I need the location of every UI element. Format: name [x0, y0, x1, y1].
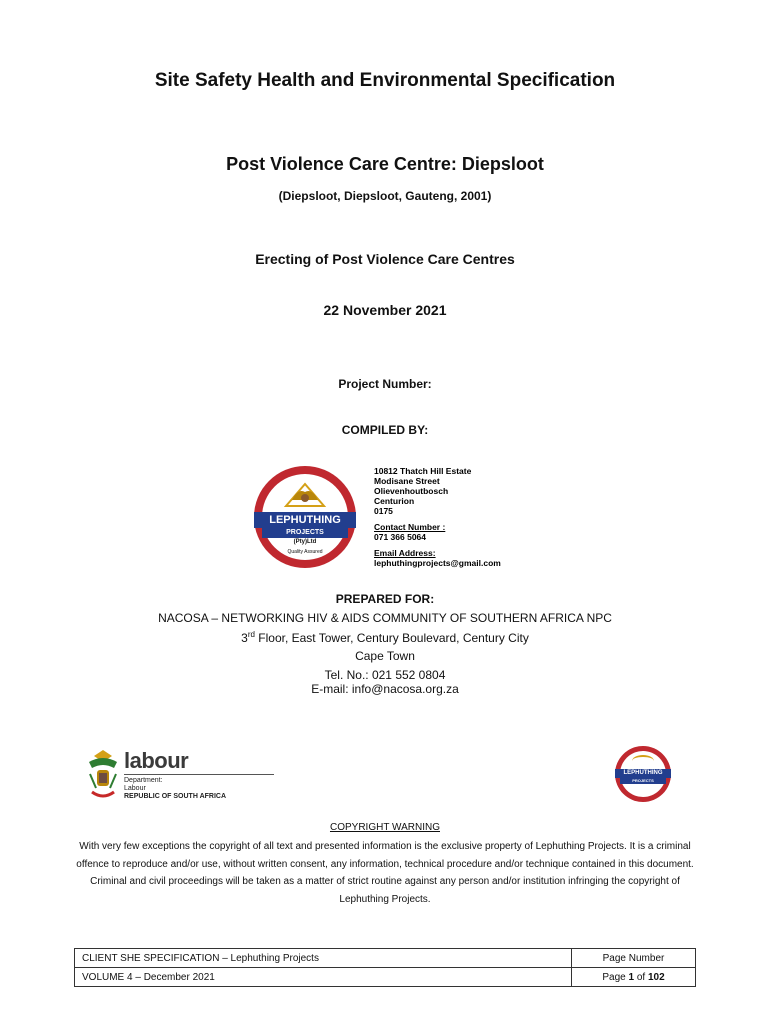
document-title: Site Safety Health and Environmental Specification	[154, 70, 616, 91]
lephuthing-logo	[254, 466, 356, 568]
logo-sub: PROJECTS	[262, 528, 348, 538]
page-total: 102	[647, 971, 665, 983]
floor-suffix: rd	[247, 630, 255, 639]
copyright-title: COPYRIGHT WARNING	[329, 822, 440, 833]
labour-logo	[86, 748, 302, 806]
address-line: 0175	[374, 506, 393, 516]
footer-volume: VOLUME 4 – December 2021	[75, 968, 572, 987]
contact-number: 071 366 5064	[374, 532, 426, 542]
address-line: Olievenhoutbosch	[374, 486, 449, 496]
compiled-by-label: COMPILED BY:	[341, 423, 429, 437]
logo-name-small: LEPHUTHING	[615, 769, 671, 778]
dept-line: Department:	[124, 777, 163, 784]
project-name: Post Violence Care Centre: Diepsloot	[226, 154, 544, 174]
labour-divider	[124, 774, 274, 775]
antelope-emblem-icon	[282, 480, 328, 510]
client-address	[0, 630, 770, 645]
email-label: Email Address:	[374, 548, 436, 558]
compiler-email: lephuthingprojects@gmail.com	[374, 558, 501, 568]
work-description: Erecting of Post Violence Care Centres	[255, 251, 515, 267]
address-line: Modisane Street	[374, 476, 440, 486]
footer-table	[74, 948, 696, 987]
project-number-label: Project Number:	[338, 377, 432, 391]
emblem-icon	[632, 755, 654, 767]
project-location: (Diepsloot, Diepsloot, Gauteng, 2001)	[278, 189, 492, 203]
page-current: 1	[628, 971, 635, 983]
footer-page	[572, 968, 696, 987]
client-organisation: NACOSA – NETWORKING HIV & AIDS COMMUNITY OF SOUTHERN AFRICA NPC	[158, 611, 612, 625]
client-city: Cape Town	[355, 649, 415, 663]
logo-sub-small: PROJECTS	[620, 778, 666, 784]
floor-number: 3	[241, 631, 248, 645]
client-tel: Tel. No.: 021 552 0804	[324, 668, 446, 682]
client-email: E-mail: info@nacosa.org.za	[311, 682, 459, 696]
address-line: Centurion	[374, 496, 415, 506]
logo-name: LEPHUTHING	[254, 512, 356, 528]
copyright-body: With very few exceptions the copyright of all text and presented information is the exclusive property of Lephuthing Projects. It is a criminal offence to reproduce and/or use, without written consent, any information, technical procedure and/or technique contained in this document. Criminal and civil proceedings will be taken as a matter of strict routine against any person and/or institution infringing the copyright of Lephuthing Projects.	[76, 841, 694, 905]
labour-department	[124, 777, 226, 801]
contact-number-label: Contact Number :	[374, 522, 446, 532]
prepared-for-label: PREPARED FOR:	[335, 592, 435, 606]
page-word: Page	[602, 971, 629, 983]
dept-line: Labour	[124, 785, 146, 792]
logo-pty: (Pty)Ltd	[293, 539, 317, 545]
address-line: 10812 Thatch Hill Estate	[374, 466, 472, 476]
labour-wordmark: labour	[124, 748, 189, 773]
page-of: of	[634, 971, 648, 983]
footer-spec: CLIENT SHE SPECIFICATION – Lephuthing Projects	[75, 949, 572, 968]
coat-of-arms-icon	[86, 748, 120, 806]
footer-page-number-label: Page Number	[572, 949, 696, 968]
address-rest: Floor, East Tower, Century Boulevard, Century City	[254, 631, 529, 645]
dept-line: REPUBLIC OF SOUTH AFRICA	[124, 793, 227, 800]
lephuthing-logo-small	[615, 746, 671, 802]
compiler-address	[374, 466, 501, 568]
logo-motto: Quality Assured	[287, 549, 323, 555]
compiler-contact-block	[248, 460, 532, 572]
document-date: 22 November 2021	[323, 302, 447, 318]
